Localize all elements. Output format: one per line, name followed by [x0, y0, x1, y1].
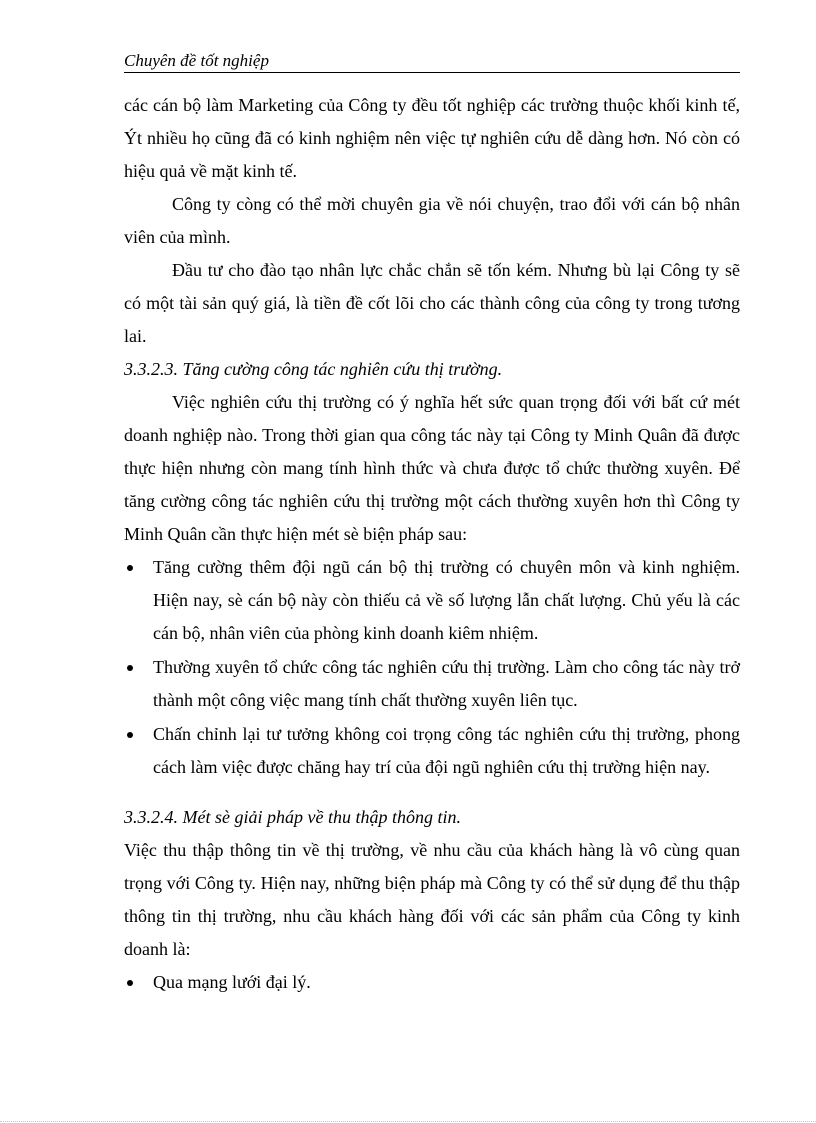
paragraph: Đầu tư cho đào tạo nhân lực chắc chắn sẽ tốn kém. Nhưng bù lại Công ty sẽ có một tài sản quý giá, là tiền đề cốt lõi cho các thành công của công ty trong tương lai.	[124, 260, 740, 346]
list-item	[124, 551, 740, 650]
page-header-title: Chuyên đề tốt nghiệp	[124, 51, 269, 70]
bullet-icon	[127, 565, 133, 571]
bullet-icon	[127, 732, 133, 738]
paragraph: Công ty còng có thể mời chuyên gia về nói chuyện, trao đổi với cán bộ nhân viên của mình.	[124, 194, 740, 247]
list-item-text: Tăng cường thêm đội ngũ cán bộ thị trường có chuyên môn và kinh nghiệm. Hiện nay, sè cán bộ này còn thiếu cả về số lượng lẫn chất lượng. Chủ yếu là các cán bộ, nhân viên của phòng kinh doanh kiêm nhiệm.	[153, 557, 740, 643]
paragraph: các cán bộ làm Marketing của Công ty đều tốt nghiệp các trường thuộc khối kinh tế, Ýt nhiều họ cũng đã có kinh nghiệm nên việc tự nghiên cứu dễ dàng hơn. Nó còn có hiệu quả về mặt kinh tế.	[124, 95, 740, 181]
list-item	[124, 966, 740, 999]
bullet-list	[124, 551, 740, 784]
header-divider	[124, 72, 740, 73]
section-heading: 3.3.2.3. Tăng cường công tác nghiên cứu thị trường.	[124, 359, 503, 379]
paragraph: Việc nghiên cứu thị trường có ý nghĩa hết sức quan trọng đối với bất cứ mét doanh nghiệp nào. Trong thời gian qua công tác này tại Công ty Minh Quân đã được thực hiện nhưng còn mang tính hình thức và chưa được tổ chức thường xuyên. Để tăng cường công tác nghiên cứu thị trường một cách thường xuyên hơn thì Công ty Minh Quân cần thực hiện mét sè biện pháp sau:	[124, 392, 740, 544]
list-item	[124, 718, 740, 784]
paragraph: Việc thu thập thông tin về thị trường, về nhu cầu của khách hàng là vô cùng quan trọng với Công ty. Hiện nay, những biện pháp mà Công ty có thể sử dụng để thu thập thông tin thị trường, nhu cầu khách hàng đối với các sản phẩm của Công ty kinh doanh là:	[124, 840, 740, 959]
list-item-text: Thường xuyên tổ chức công tác nghiên cứu thị trường. Làm cho công tác này trở thành một công việc mang tính chất thường xuyên liên tục.	[153, 657, 740, 710]
page-bottom-border	[0, 1121, 816, 1122]
bullet-icon	[127, 980, 133, 986]
list-item	[124, 651, 740, 717]
section-heading: 3.3.2.4. Mét sè giải pháp về thu thập thông tin.	[124, 807, 461, 827]
document-body	[124, 89, 740, 1000]
bullet-icon	[127, 665, 133, 671]
bullet-list	[124, 966, 740, 999]
list-item-text: Chấn chỉnh lại tư tưởng không coi trọng công tác nghiên cứu thị trường, phong cách làm việc được chăng hay trí của đội ngũ nghiên cứu thị trường hiện nay.	[153, 724, 740, 777]
list-item-text: Qua mạng lưới đại lý.	[153, 972, 311, 992]
